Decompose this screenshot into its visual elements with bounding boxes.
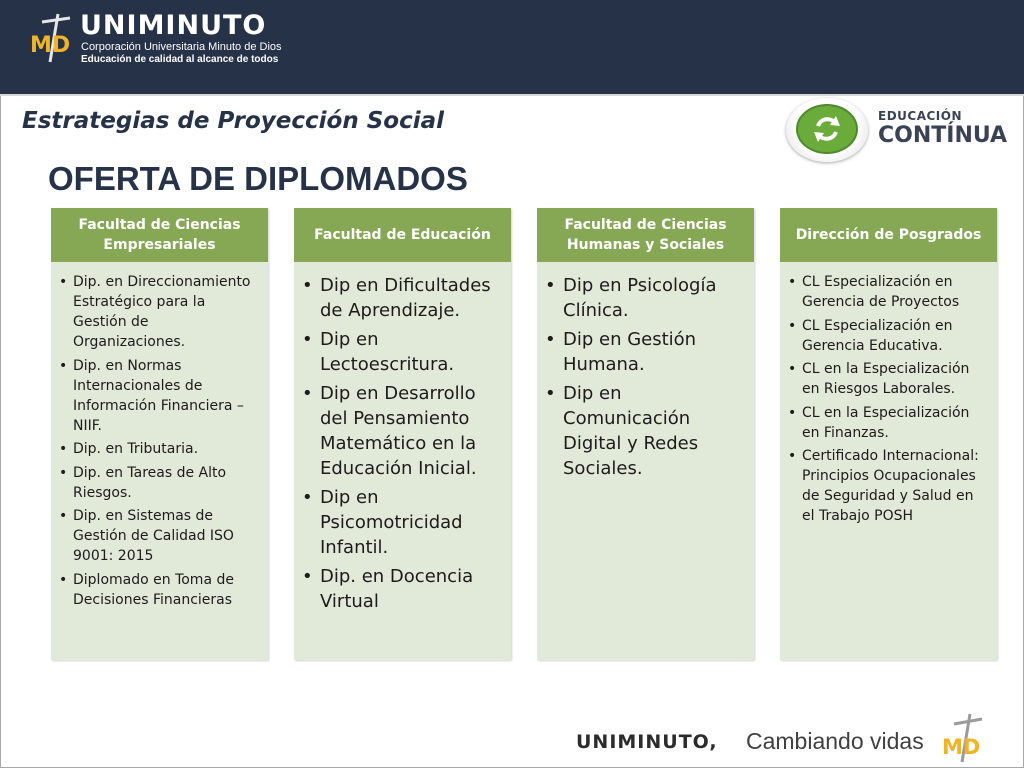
list-item: • CL en la Especialización en Riesgos Laborales. bbox=[788, 359, 989, 399]
md-cross-logo-icon bbox=[28, 12, 80, 64]
logo-tagline-2: Educación de calidad al alcance de todos bbox=[81, 54, 279, 65]
column-header: Dirección de Posgrados bbox=[780, 208, 997, 262]
educacion-continua-logo bbox=[786, 96, 1011, 164]
list-item: • CL Especialización en Gerencia Educativa. bbox=[788, 316, 989, 356]
header-bar bbox=[0, 0, 1024, 94]
slide-title: OFERTA DE DIPLOMADOS bbox=[48, 160, 468, 197]
list-item: • Dip en Psicomotricidad Infantil. bbox=[302, 485, 503, 560]
column-list bbox=[51, 262, 268, 610]
list-item: • Dip. en Sistemas de Gestión de Calidad ISO 9001: 2015 bbox=[59, 506, 260, 566]
list-item: • Diplomado en Toma de Decisiones Financieras bbox=[59, 570, 260, 610]
list-item: • Dip en Gestión Humana. bbox=[545, 327, 746, 377]
list-item: • Dip. en Tributaria. bbox=[59, 439, 260, 459]
column-educacion bbox=[294, 208, 511, 660]
list-item: • Certificado Internacional: Principios Ocupacionales de Seguridad y Salud en el Trabajo POSH bbox=[788, 446, 989, 526]
refresh-arrows-icon bbox=[812, 110, 842, 148]
column-header: Facultad de Ciencias Empresariales bbox=[51, 208, 268, 262]
footer-tagline: Cambiando vidas bbox=[746, 728, 924, 754]
list-item: • Dip. en Direccionamiento Estratégico para la Gestión de Organizaciones. bbox=[59, 272, 260, 352]
slide-subtitle: Estrategias de Proyección Social bbox=[22, 108, 444, 134]
list-item: • CL en la Especialización en Finanzas. bbox=[788, 403, 989, 443]
column-ciencias-empresariales bbox=[51, 208, 268, 660]
edu-logo-line2: CONTÍNUA bbox=[878, 123, 1008, 148]
logo-name: UNIMINUTO bbox=[80, 10, 267, 41]
column-ciencias-humanas bbox=[537, 208, 754, 660]
md-cross-logo-icon bbox=[940, 712, 990, 764]
list-item: • CL Especialización en Gerencia de Proyectos bbox=[788, 272, 989, 312]
edu-logo-line1: EDUCACIÓN bbox=[878, 109, 963, 123]
column-list bbox=[780, 262, 997, 526]
list-item: • Dip en Desarrollo del Pensamiento Matemático en la Educación Inicial. bbox=[302, 381, 503, 481]
list-item: • Dip. en Tareas de Alto Riesgos. bbox=[59, 463, 260, 503]
column-list bbox=[537, 262, 754, 481]
list-item: • Dip en Comunicación Digital y Redes Sociales. bbox=[545, 381, 746, 481]
list-item: • Dip. en Docencia Virtual bbox=[302, 564, 503, 614]
column-list bbox=[294, 262, 511, 614]
footer-brand: UNIMINUTO, bbox=[576, 731, 718, 753]
list-item: • Dip en Dificultades de Aprendizaje. bbox=[302, 273, 503, 323]
column-header: Facultad de Educación bbox=[294, 208, 511, 262]
column-header: Facultad de Ciencias Humanas y Sociales bbox=[537, 208, 754, 262]
column-posgrados bbox=[780, 208, 997, 660]
logo-tagline-1: Corporación Universitaria Minuto de Dios bbox=[81, 41, 282, 53]
svg-text:MD: MD bbox=[30, 33, 71, 58]
uniminuto-logo bbox=[28, 6, 298, 68]
list-item: • Dip en Lectoescritura. bbox=[302, 327, 503, 377]
list-item: • Dip en Psicología Clínica. bbox=[545, 273, 746, 323]
svg-text:MD: MD bbox=[942, 735, 981, 759]
list-item: • Dip. en Normas Internacionales de Información Financiera – NIIF. bbox=[59, 356, 260, 436]
